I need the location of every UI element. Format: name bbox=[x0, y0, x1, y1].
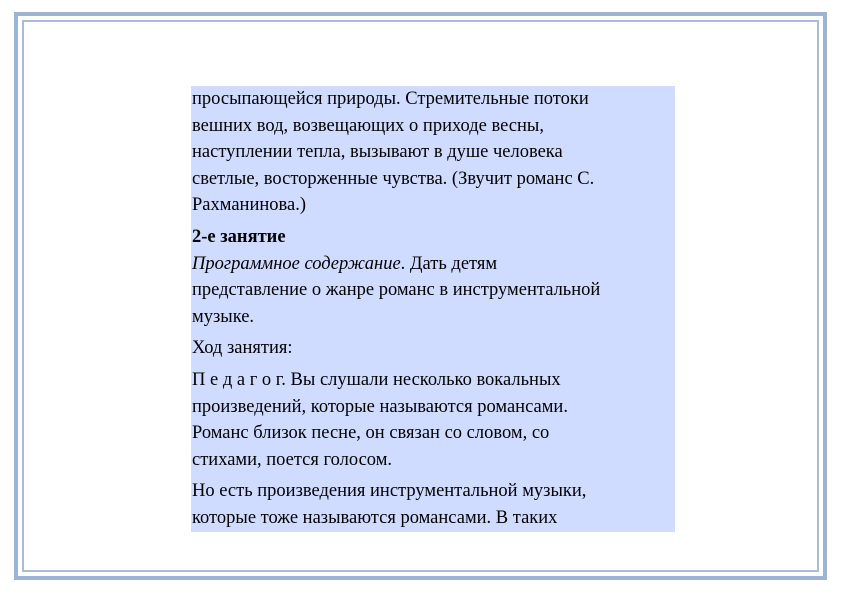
teacher-text: Вы слушали несколько вокальных bbox=[285, 369, 561, 390]
text-line: Рахманинова.) bbox=[192, 195, 306, 216]
text-line: которые тоже называются романсами. В таких bbox=[192, 507, 558, 528]
text-line: стихами, поется голосом. bbox=[192, 449, 393, 470]
text-line: просыпающейся природы. Стремительные потоки bbox=[192, 89, 589, 109]
paragraph-instrumental bbox=[192, 478, 675, 531]
teacher-first-line bbox=[192, 367, 675, 394]
course-heading-paragraph bbox=[192, 335, 675, 362]
course-label: Ход занятия: bbox=[192, 338, 293, 359]
paragraph-nature bbox=[192, 86, 675, 219]
program-first-line bbox=[192, 251, 675, 278]
lesson-heading: 2-е занятие bbox=[192, 226, 286, 247]
paragraph-teacher bbox=[192, 367, 675, 473]
text-line: наступлении тепла, вызывают в душе человека bbox=[192, 142, 563, 163]
teacher-label: П е д а г о г. bbox=[192, 369, 286, 390]
text-line: вешних вод, возвещающих о приходе весны, bbox=[192, 115, 544, 136]
text-content-block bbox=[191, 86, 675, 532]
program-text: . Дать детям bbox=[400, 253, 498, 274]
text-line: произведений, которые называются романсами. bbox=[192, 396, 568, 417]
text-line: Но есть произведения инструментальной музыки, bbox=[192, 481, 587, 502]
text-line: музыке. bbox=[192, 306, 255, 327]
text-line: Романс близок песне, он связан со словом, со bbox=[192, 423, 550, 444]
text-line: светлые, восторженные чувства. (Звучит романс С. bbox=[192, 168, 595, 189]
program-label: Программное содержание bbox=[192, 253, 401, 274]
lesson-section bbox=[192, 224, 675, 330]
text-line: представление о жанре романс в инструментальной bbox=[192, 280, 601, 301]
